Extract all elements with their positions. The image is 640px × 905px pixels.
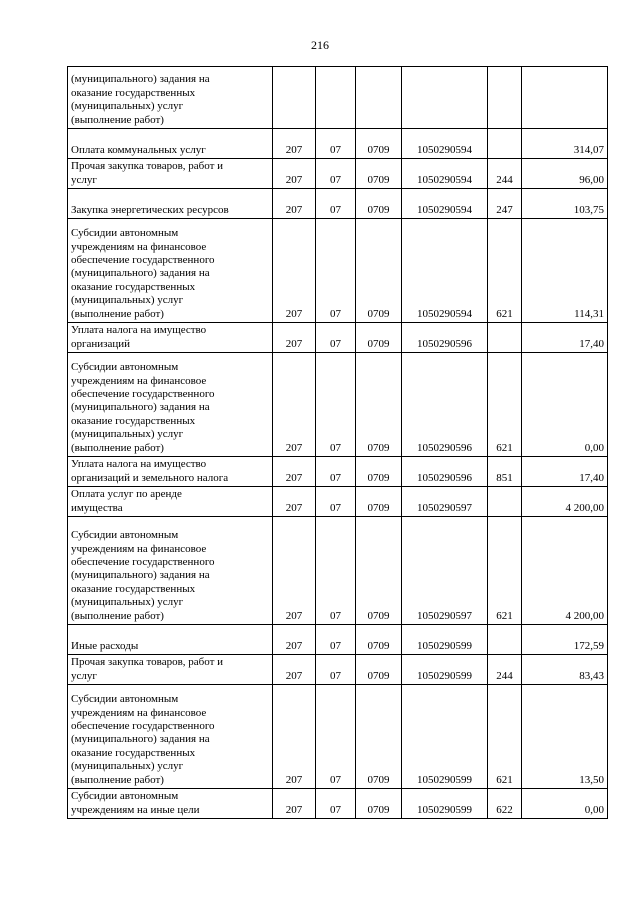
row-expense-type: 621	[488, 353, 522, 457]
row-sum: 103,75	[522, 189, 608, 219]
page-number: 216	[311, 38, 329, 52]
row-sum: 96,00	[522, 159, 608, 189]
row-name: Оплата коммунальных услуг	[71, 143, 206, 156]
table-row	[68, 353, 608, 457]
row-admin-code: 207	[273, 517, 316, 625]
table-row	[68, 67, 608, 129]
row-expense-type	[488, 625, 522, 655]
row-name: Субсидии автономным учреждениям на финансовое обеспечение государственного (муниципального) задания на оказание государственных (муниципальных) услуг (выполнение работ)	[71, 361, 215, 454]
row-section: 07	[316, 487, 356, 517]
table-row	[68, 159, 608, 189]
row-expense-type: 621	[488, 219, 522, 323]
table-row	[68, 457, 608, 487]
row-sum: 17,40	[522, 457, 608, 487]
table-row	[68, 789, 608, 819]
row-name: Субсидии автономным учреждениям на финансовое обеспечение государственного (муниципального) задания на оказание государственных (муниципальных) услуг (выполнение работ)	[71, 693, 215, 786]
row-subsection: 0709	[356, 487, 402, 517]
row-target-article: 1050290599	[402, 685, 488, 789]
row-name: Иные расходы	[71, 639, 139, 652]
row-target-article: 1050290596	[402, 353, 488, 457]
row-section: 07	[316, 685, 356, 789]
row-subsection: 0709	[356, 129, 402, 159]
row-name: Прочая закупка товаров, работ и услуг	[71, 160, 224, 186]
row-section: 07	[316, 353, 356, 457]
row-target-article: 1050290599	[402, 625, 488, 655]
row-expense-type: 622	[488, 789, 522, 819]
row-admin-code: 207	[273, 159, 316, 189]
table-row	[68, 517, 608, 625]
row-admin-code: 207	[273, 189, 316, 219]
row-admin-code: 207	[273, 457, 316, 487]
row-subsection: 0709	[356, 219, 402, 323]
row-admin-code: 207	[273, 655, 316, 685]
row-target-article: 1050290596	[402, 323, 488, 353]
row-sum: 0,00	[522, 789, 608, 819]
row-admin-code: 207	[273, 219, 316, 323]
row-sum: 4 200,00	[522, 487, 608, 517]
row-target-article: 1050290594	[402, 159, 488, 189]
row-section: 07	[316, 129, 356, 159]
row-name: Прочая закупка товаров, работ и услуг	[71, 656, 224, 682]
row-subsection: 0709	[356, 159, 402, 189]
row-admin-code: 207	[273, 625, 316, 655]
row-sum: 17,40	[522, 323, 608, 353]
row-name: (муниципального) задания на оказание государственных (муниципальных) услуг (выполнение работ)	[71, 73, 210, 126]
table-row	[68, 685, 608, 789]
row-subsection: 0709	[356, 685, 402, 789]
row-sum: 83,43	[522, 655, 608, 685]
row-expense-type: 851	[488, 457, 522, 487]
row-section: 07	[316, 625, 356, 655]
table-row	[68, 625, 608, 655]
row-sum: 0,00	[522, 353, 608, 457]
row-name: Субсидии автономным учреждениям на финансовое обеспечение государственного (муниципального) задания на оказание государственных (муниципальных) услуг (выполнение работ)	[71, 529, 215, 622]
row-target-article: 1050290594	[402, 129, 488, 159]
row-target-article: 1050290599	[402, 655, 488, 685]
row-name: Оплата услуг по аренде имущества	[71, 488, 182, 514]
table-row	[68, 129, 608, 159]
row-subsection: 0709	[356, 789, 402, 819]
row-expense-type: 247	[488, 189, 522, 219]
row-subsection: 0709	[356, 189, 402, 219]
row-subsection	[356, 67, 402, 129]
row-section: 07	[316, 219, 356, 323]
row-name: Субсидии автономным учреждениям на иные цели	[71, 790, 200, 816]
table-row	[68, 487, 608, 517]
row-subsection: 0709	[356, 457, 402, 487]
row-expense-type: 244	[488, 159, 522, 189]
row-target-article: 1050290594	[402, 189, 488, 219]
row-name: Субсидии автономным учреждениям на финансовое обеспечение государственного (муниципального) задания на оказание государственных (муниципальных) услуг (выполнение работ)	[71, 227, 215, 320]
row-section: 07	[316, 517, 356, 625]
table-row	[68, 189, 608, 219]
row-target-article: 1050290596	[402, 457, 488, 487]
row-target-article: 1050290594	[402, 219, 488, 323]
row-sum: 13,50	[522, 685, 608, 789]
row-name: Закупка энергетических ресурсов	[71, 203, 229, 216]
row-target-article: 1050290597	[402, 487, 488, 517]
row-target-article: 1050290599	[402, 789, 488, 819]
table-row	[68, 219, 608, 323]
row-expense-type	[488, 67, 522, 129]
row-section: 07	[316, 655, 356, 685]
row-admin-code: 207	[273, 353, 316, 457]
row-admin-code: 207	[273, 487, 316, 517]
row-expense-type	[488, 323, 522, 353]
row-sum: 172,59	[522, 625, 608, 655]
row-subsection: 0709	[356, 353, 402, 457]
row-section: 07	[316, 159, 356, 189]
row-name: Уплата налога на имущество организаций и земельного налога	[71, 458, 229, 484]
row-subsection: 0709	[356, 625, 402, 655]
row-expense-type	[488, 129, 522, 159]
row-target-article	[402, 67, 488, 129]
row-expense-type: 244	[488, 655, 522, 685]
budget-table	[67, 66, 608, 819]
row-name: Уплата налога на имущество организаций	[71, 324, 207, 350]
row-sum: 314,07	[522, 129, 608, 159]
row-section: 07	[316, 189, 356, 219]
row-expense-type: 621	[488, 517, 522, 625]
row-expense-type	[488, 487, 522, 517]
row-subsection: 0709	[356, 517, 402, 625]
row-admin-code	[273, 67, 316, 129]
row-section: 07	[316, 457, 356, 487]
row-expense-type: 621	[488, 685, 522, 789]
row-sum	[522, 67, 608, 129]
table-row	[68, 323, 608, 353]
row-subsection: 0709	[356, 323, 402, 353]
row-admin-code: 207	[273, 685, 316, 789]
row-section	[316, 67, 356, 129]
table-row	[68, 655, 608, 685]
row-section: 07	[316, 323, 356, 353]
row-sum: 4 200,00	[522, 517, 608, 625]
row-admin-code: 207	[273, 789, 316, 819]
row-subsection: 0709	[356, 655, 402, 685]
row-target-article: 1050290597	[402, 517, 488, 625]
row-sum: 114,31	[522, 219, 608, 323]
row-admin-code: 207	[273, 129, 316, 159]
row-admin-code: 207	[273, 323, 316, 353]
row-section: 07	[316, 789, 356, 819]
